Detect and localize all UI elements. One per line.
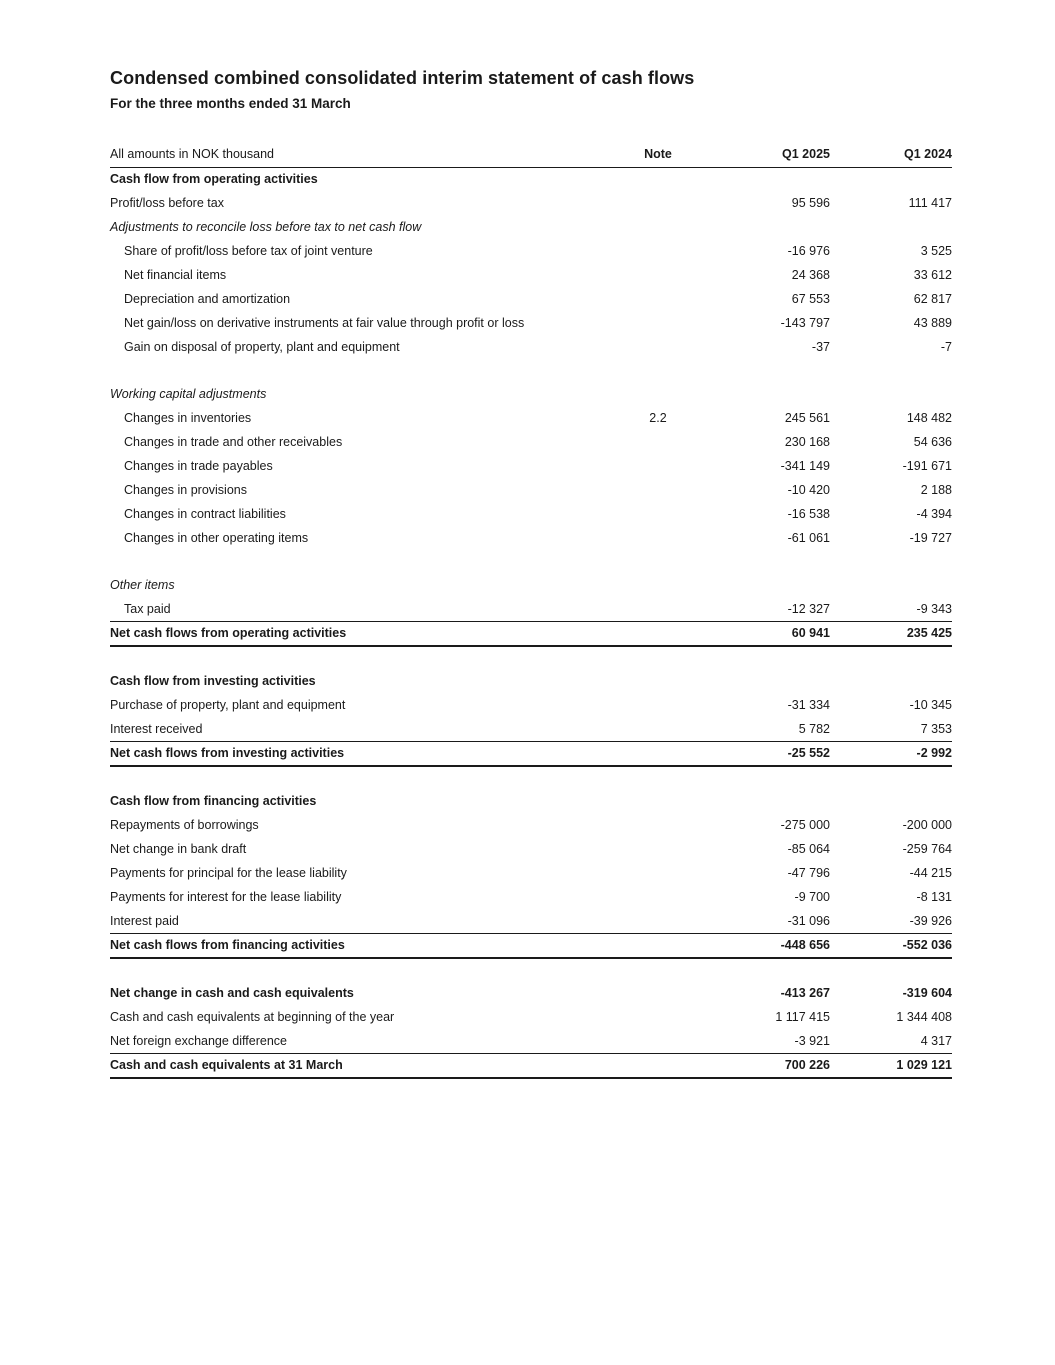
row-label: Gain on disposal of property, plant and equipment bbox=[124, 340, 400, 354]
table-row bbox=[110, 741, 952, 766]
row-label: Net financial items bbox=[124, 268, 227, 282]
q1-2025-value: -37 bbox=[811, 340, 830, 354]
spacer-row bbox=[110, 646, 952, 669]
note-cell bbox=[598, 789, 718, 813]
q1-2025-value: 24 368 bbox=[791, 268, 830, 282]
note-cell: 2.2 bbox=[649, 411, 667, 425]
row-label: Profit/loss before tax bbox=[110, 196, 224, 210]
row-label: Payments for principal for the lease liability bbox=[110, 866, 347, 880]
table-row bbox=[110, 478, 952, 502]
q1-2024-value: 235 425 bbox=[830, 621, 952, 646]
row-label: Cash flow from operating activities bbox=[110, 172, 318, 187]
note-cell bbox=[598, 1005, 718, 1029]
table-row bbox=[110, 263, 952, 287]
table-row bbox=[110, 789, 952, 813]
note-cell bbox=[598, 741, 718, 766]
page-subtitle: For the three months ended 31 March bbox=[110, 96, 351, 111]
note-cell bbox=[598, 933, 718, 958]
q1-2025-value: 5 782 bbox=[798, 721, 830, 736]
table-row bbox=[110, 167, 952, 191]
q1-2025-value bbox=[718, 573, 830, 597]
row-label: Share of profit/loss before tax of joint venture bbox=[124, 244, 373, 258]
header-q1-2025-column: Q1 2025 bbox=[718, 144, 830, 167]
note-cell bbox=[598, 478, 718, 502]
table-row bbox=[110, 1005, 952, 1029]
q1-2024-value: -191 671 bbox=[902, 459, 952, 473]
note-cell bbox=[598, 215, 718, 239]
row-label: Depreciation and amortization bbox=[124, 292, 291, 306]
q1-2025-value: 700 226 bbox=[718, 1053, 830, 1078]
q1-2025-value bbox=[718, 215, 830, 239]
page-title: Condensed combined consolidated interim statement of cash flows bbox=[110, 68, 695, 88]
table-row bbox=[110, 311, 952, 335]
spacer-row bbox=[110, 766, 952, 789]
row-label: Net foreign exchange difference bbox=[110, 1033, 287, 1048]
q1-2024-value: 111 417 bbox=[908, 196, 952, 210]
q1-2025-value: -3 921 bbox=[794, 1033, 830, 1048]
note-cell bbox=[598, 597, 718, 621]
q1-2025-value: -31 334 bbox=[787, 698, 830, 712]
q1-2024-value: -8 131 bbox=[916, 890, 952, 904]
q1-2024-value: 1 344 408 bbox=[896, 1010, 952, 1024]
table-row bbox=[110, 597, 952, 621]
table-row bbox=[110, 717, 952, 741]
table-row bbox=[110, 981, 952, 1005]
table-row bbox=[110, 526, 952, 550]
q1-2024-value: 2 188 bbox=[920, 483, 952, 497]
note-cell bbox=[598, 526, 718, 550]
q1-2024-value bbox=[830, 167, 952, 191]
row-label: Net change in bank draft bbox=[110, 842, 247, 856]
row-label: Adjustments to reconcile loss before tax to net cash flow bbox=[110, 220, 422, 234]
spacer-cell bbox=[110, 766, 952, 789]
row-label: Net cash flows from operating activities bbox=[110, 621, 598, 646]
row-label: Net change in cash and cash equivalents bbox=[110, 986, 354, 1000]
row-label: Interest paid bbox=[110, 913, 179, 928]
q1-2024-value: -39 926 bbox=[909, 913, 952, 928]
q1-2025-value: -10 420 bbox=[787, 483, 830, 497]
q1-2024-value bbox=[830, 789, 952, 813]
q1-2025-value: -143 797 bbox=[780, 316, 830, 330]
q1-2025-value: -61 061 bbox=[787, 531, 830, 545]
table-row bbox=[110, 621, 952, 646]
note-cell bbox=[598, 717, 718, 741]
note-cell bbox=[598, 239, 718, 263]
q1-2025-value: -448 656 bbox=[718, 933, 830, 958]
note-cell bbox=[598, 837, 718, 861]
q1-2024-value: -44 215 bbox=[909, 866, 952, 880]
q1-2024-value: -4 394 bbox=[916, 507, 952, 521]
note-cell bbox=[598, 861, 718, 885]
row-label: Cash flow from financing activities bbox=[110, 794, 317, 808]
row-label: Changes in trade and other receivables bbox=[124, 435, 343, 449]
spacer-cell bbox=[110, 646, 952, 669]
note-cell bbox=[598, 382, 718, 406]
note-cell bbox=[598, 167, 718, 191]
note-cell bbox=[598, 981, 718, 1005]
row-label: Tax paid bbox=[124, 601, 171, 616]
q1-2024-value: 33 612 bbox=[913, 268, 952, 282]
q1-2024-value bbox=[830, 573, 952, 597]
q1-2025-value: 95 596 bbox=[791, 196, 830, 210]
table-row bbox=[110, 239, 952, 263]
q1-2024-value bbox=[830, 215, 952, 239]
note-cell bbox=[598, 263, 718, 287]
note-cell bbox=[598, 573, 718, 597]
table-row bbox=[110, 430, 952, 454]
table-row bbox=[110, 693, 952, 717]
table-row bbox=[110, 1029, 952, 1053]
q1-2024-value: -9 343 bbox=[916, 601, 952, 616]
row-label: Net cash flows from investing activities bbox=[110, 741, 598, 766]
note-cell bbox=[598, 502, 718, 526]
q1-2024-value: -200 000 bbox=[902, 818, 952, 832]
q1-2024-value: 54 636 bbox=[913, 435, 952, 449]
header-q1-2024-column: Q1 2024 bbox=[830, 144, 952, 167]
row-label: Repayments of borrowings bbox=[110, 818, 259, 832]
q1-2025-value: -16 976 bbox=[787, 244, 830, 258]
row-label: Other items bbox=[110, 578, 175, 592]
q1-2025-value: -25 552 bbox=[718, 741, 830, 766]
cashflow-table-body bbox=[110, 167, 952, 1078]
row-label: Changes in contract liabilities bbox=[124, 507, 286, 521]
table-row bbox=[110, 406, 952, 430]
q1-2025-value: -16 538 bbox=[787, 507, 830, 521]
q1-2025-value bbox=[718, 669, 830, 693]
row-label: Changes in inventories bbox=[124, 411, 252, 425]
q1-2024-value: -10 345 bbox=[909, 698, 952, 712]
note-cell bbox=[598, 454, 718, 478]
q1-2025-value: -47 796 bbox=[787, 866, 830, 880]
q1-2024-value: 7 353 bbox=[920, 721, 952, 736]
spacer-cell bbox=[110, 359, 952, 382]
q1-2024-value: -19 727 bbox=[909, 531, 952, 545]
q1-2025-value: 245 561 bbox=[784, 411, 830, 425]
row-label: Net gain/loss on derivative instruments at fair value through profit or loss bbox=[124, 316, 525, 330]
table-row bbox=[110, 454, 952, 478]
note-cell bbox=[598, 621, 718, 646]
q1-2025-value bbox=[718, 789, 830, 813]
table-row bbox=[110, 669, 952, 693]
row-label: Changes in trade payables bbox=[124, 459, 273, 473]
row-label: Cash and cash equivalents at 31 March bbox=[110, 1053, 598, 1078]
header-row bbox=[110, 144, 952, 167]
table-row bbox=[110, 837, 952, 861]
table-row bbox=[110, 191, 952, 215]
table-row bbox=[110, 861, 952, 885]
q1-2025-value: -12 327 bbox=[787, 601, 830, 616]
row-label: Purchase of property, plant and equipment bbox=[110, 698, 346, 712]
q1-2025-value: 230 168 bbox=[784, 435, 830, 449]
cashflow-table bbox=[110, 144, 952, 1079]
table-header bbox=[110, 144, 952, 167]
header-units-label: All amounts in NOK thousand bbox=[110, 144, 598, 167]
row-label: Cash flow from investing activities bbox=[110, 674, 316, 688]
table-row bbox=[110, 909, 952, 933]
q1-2025-value: 67 553 bbox=[791, 292, 830, 306]
q1-2025-value bbox=[718, 167, 830, 191]
table-row bbox=[110, 287, 952, 311]
note-cell bbox=[598, 669, 718, 693]
spacer-cell bbox=[110, 958, 952, 981]
q1-2025-value: 60 941 bbox=[718, 621, 830, 646]
note-cell bbox=[598, 1053, 718, 1078]
q1-2024-value: -7 bbox=[940, 340, 952, 354]
q1-2025-value bbox=[718, 382, 830, 406]
table-row bbox=[110, 885, 952, 909]
note-cell bbox=[598, 885, 718, 909]
note-cell bbox=[598, 430, 718, 454]
q1-2025-value: -413 267 bbox=[780, 986, 830, 1000]
q1-2024-value: 1 029 121 bbox=[830, 1053, 952, 1078]
q1-2024-value: -552 036 bbox=[830, 933, 952, 958]
q1-2024-value bbox=[830, 669, 952, 693]
spacer-row bbox=[110, 359, 952, 382]
row-label: Cash and cash equivalents at beginning of the year bbox=[110, 1010, 395, 1024]
table-row bbox=[110, 502, 952, 526]
note-cell bbox=[598, 335, 718, 359]
row-label: Interest received bbox=[110, 721, 203, 736]
row-label: Changes in other operating items bbox=[124, 531, 309, 545]
spacer-cell bbox=[110, 550, 952, 573]
q1-2024-value: -319 604 bbox=[902, 986, 952, 1000]
q1-2024-value: 3 525 bbox=[920, 244, 952, 258]
row-label: Payments for interest for the lease liability bbox=[110, 890, 342, 904]
table-row bbox=[110, 1053, 952, 1078]
note-cell bbox=[598, 813, 718, 837]
q1-2024-value: -2 992 bbox=[830, 741, 952, 766]
q1-2024-value: 148 482 bbox=[906, 411, 952, 425]
q1-2025-value: -275 000 bbox=[780, 818, 830, 832]
q1-2024-value: 43 889 bbox=[913, 316, 952, 330]
q1-2025-value: -31 096 bbox=[787, 913, 830, 928]
row-label: Working capital adjustments bbox=[110, 387, 267, 401]
table-row bbox=[110, 813, 952, 837]
note-cell bbox=[598, 1029, 718, 1053]
q1-2025-value: -9 700 bbox=[794, 890, 830, 904]
note-cell bbox=[598, 191, 718, 215]
table-row bbox=[110, 933, 952, 958]
q1-2025-value: -85 064 bbox=[787, 842, 830, 856]
spacer-row bbox=[110, 958, 952, 981]
table-row bbox=[110, 573, 952, 597]
spacer-row bbox=[110, 550, 952, 573]
q1-2024-value bbox=[830, 382, 952, 406]
row-label: Changes in provisions bbox=[124, 483, 247, 497]
q1-2024-value: 62 817 bbox=[913, 292, 952, 306]
table-row bbox=[110, 335, 952, 359]
q1-2024-value: -259 764 bbox=[902, 842, 952, 856]
note-cell bbox=[598, 693, 718, 717]
note-cell bbox=[598, 909, 718, 933]
table-row bbox=[110, 382, 952, 406]
note-cell bbox=[598, 287, 718, 311]
header-note-column: Note bbox=[598, 144, 718, 167]
note-cell bbox=[598, 311, 718, 335]
table-row bbox=[110, 215, 952, 239]
q1-2024-value: 4 317 bbox=[920, 1033, 952, 1048]
q1-2025-value: 1 117 415 bbox=[775, 1010, 830, 1024]
q1-2025-value: -341 149 bbox=[780, 459, 830, 473]
row-label: Net cash flows from financing activities bbox=[110, 933, 598, 958]
